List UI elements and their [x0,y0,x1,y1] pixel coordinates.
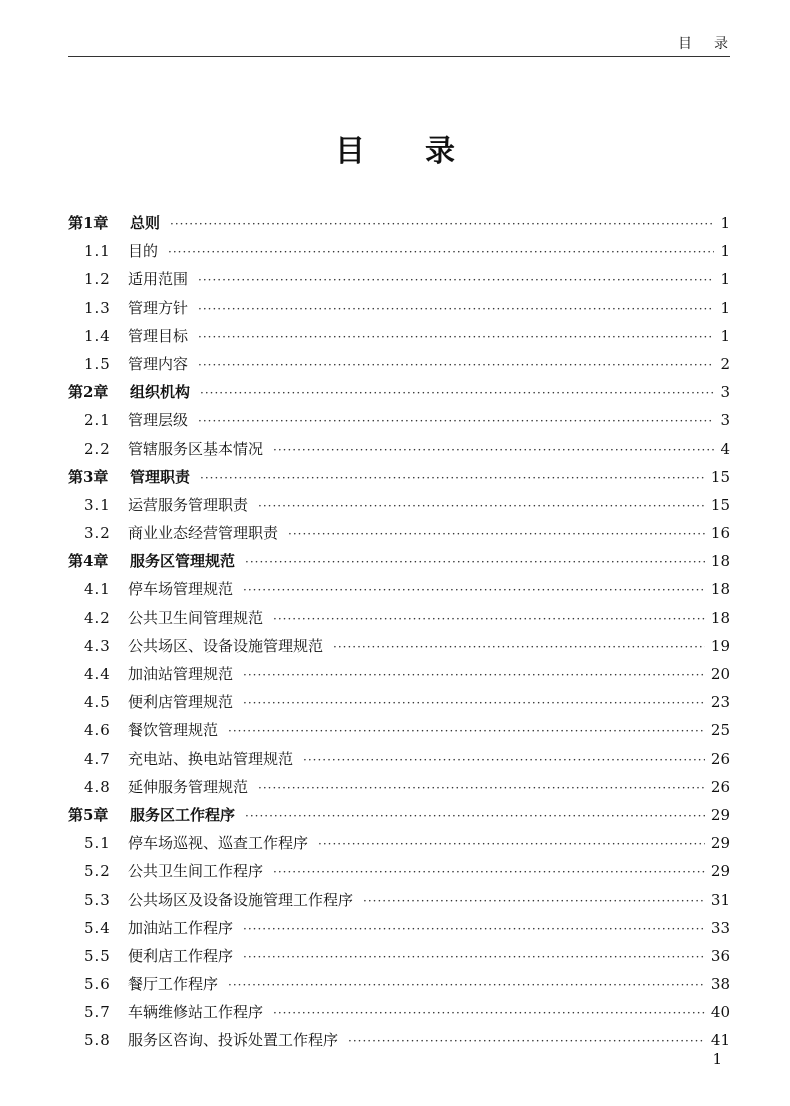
toc-entry-title: 停车场巡视、巡查工作程序 [128,834,309,853]
toc-entry-page: 1 [720,298,730,317]
toc-entry-number: 4.1 [84,580,111,599]
toc-entry-number: 3.1 [84,495,111,514]
toc-entry-number: 5.4 [84,918,111,937]
toc-dot-leader [198,351,714,379]
toc-dot-leader [198,323,714,351]
toc-entry-page: 41 [710,1031,730,1050]
toc-entry-number: 1.5 [84,354,111,373]
toc-section-entry[interactable] [68,914,730,942]
toc-section-entry[interactable] [68,942,730,970]
toc-entry-number: 4.3 [84,636,111,655]
toc-chapter-entry[interactable] [68,547,730,575]
toc-entry-number: 1.1 [84,242,111,261]
toc-dot-leader [198,266,714,294]
toc-entry-title: 服务区咨询、投诉处置工作程序 [128,1031,339,1050]
toc-entry-number: 第3章 [68,467,109,486]
toc-dot-leader [318,830,705,858]
toc-entry-title: 商业业态经营管理职责 [128,524,279,543]
toc-entry-page: 23 [710,693,730,712]
toc-entry-title: 服务区工作程序 [130,805,236,824]
toc-section-entry[interactable] [68,350,730,378]
toc-entry-number: 5.8 [84,1031,111,1050]
toc-dot-leader [228,717,705,745]
toc-entry-title: 餐饮管理规范 [128,721,219,740]
toc-dot-leader [170,210,714,238]
toc-entry-title: 公共场区、设备设施管理规范 [128,636,324,655]
toc-entry-number: 4.6 [84,721,111,740]
toc-dot-leader [273,999,705,1027]
toc-section-entry[interactable] [68,632,730,660]
toc-entry-number: 5.2 [84,862,111,881]
toc-entry-number: 5.7 [84,1003,111,1022]
toc-entry-title: 管理层级 [128,411,189,430]
toc-entry-number: 4.4 [84,665,111,683]
toc-entry-page: 15 [710,495,730,514]
toc-entry-page: 15 [710,467,730,486]
toc-entry-number: 第1章 [68,214,109,232]
toc-entry-number: 1.4 [84,326,111,345]
toc-entry-page: 3 [720,411,730,430]
running-header [68,30,750,57]
toc-section-entry[interactable] [68,519,730,547]
toc-chapter-entry[interactable] [68,378,730,406]
toc-entry-title: 延伸服务管理规范 [128,777,249,796]
toc-entry-page: 29 [710,834,730,853]
toc-section-entry[interactable] [68,604,730,632]
toc-entry-page: 18 [710,580,730,599]
toc-section-entry[interactable] [68,575,730,603]
toc-entry-title: 公共卫生间工作程序 [128,862,264,881]
page-title: 目录 [335,134,515,169]
toc-entry-page: 40 [710,1003,730,1022]
toc-dot-leader [245,548,705,576]
toc-section-entry[interactable] [68,829,730,857]
toc-section-entry[interactable] [68,716,730,744]
toc-entry-number: 3.2 [84,524,111,543]
toc-entry-title: 管理职责 [130,467,191,486]
table-of-contents [68,209,730,1055]
toc-entry-page: 36 [710,946,730,965]
toc-entry-title: 加油站管理规范 [128,665,234,683]
toc-dot-leader [243,576,705,604]
toc-entry-page: 18 [710,552,730,571]
toc-entry-title: 停车场管理规范 [128,580,234,599]
toc-chapter-entry[interactable] [68,209,730,237]
toc-dot-leader [258,774,705,802]
toc-entry-page: 25 [710,721,730,740]
toc-entry-title: 加油站工作程序 [128,918,234,937]
toc-section-entry[interactable] [68,886,730,914]
toc-section-entry[interactable] [68,688,730,716]
toc-entry-title: 公共场区及设备设施管理工作程序 [128,890,354,909]
toc-entry-number: 第4章 [68,552,109,571]
toc-entry-title: 管辖服务区基本情况 [128,439,264,458]
toc-section-entry[interactable] [68,773,730,801]
toc-entry-page: 26 [710,777,730,796]
toc-entry-page: 1 [720,214,730,232]
toc-dot-leader [273,858,705,886]
toc-dot-leader [273,605,705,633]
toc-entry-number: 第5章 [68,805,109,824]
toc-entry-number: 4.5 [84,693,111,712]
toc-entry-title: 车辆维修站工作程序 [128,1003,264,1022]
toc-dot-leader [333,633,705,661]
toc-entry-title: 便利店管理规范 [128,693,234,712]
toc-entry-page: 1 [720,242,730,261]
toc-entry-number: 1.3 [84,298,111,317]
toc-dot-leader [243,943,705,971]
toc-entry-page: 2 [720,354,730,373]
toc-entry-number: 4.8 [84,777,111,796]
toc-entry-title: 管理内容 [128,354,189,373]
toc-entry-title: 服务区管理规范 [130,552,236,571]
toc-dot-leader [228,971,705,999]
toc-section-entry[interactable] [68,237,730,265]
toc-entry-page: 26 [710,749,730,768]
toc-entry-page: 38 [710,975,730,994]
toc-dot-leader [243,661,705,689]
toc-section-entry[interactable] [68,406,730,434]
toc-entry-page: 16 [710,524,730,543]
toc-entry-page: 33 [710,918,730,937]
toc-entry-number: 5.1 [84,834,111,853]
toc-entry-page: 4 [720,439,730,458]
toc-chapter-entry[interactable] [68,801,730,829]
toc-entry-title: 餐厅工作程序 [128,975,219,994]
toc-entry-title: 目的 [128,242,159,261]
toc-entry-page: 20 [710,665,730,683]
toc-section-entry[interactable] [68,435,730,463]
toc-entry-number: 2.1 [84,411,111,430]
toc-dot-leader [303,746,705,774]
toc-entry-page: 29 [710,805,730,824]
toc-entry-title: 便利店工作程序 [128,946,234,965]
toc-dot-leader [245,802,705,830]
toc-dot-leader [258,492,705,520]
toc-entry-title: 总则 [130,214,161,232]
toc-dot-leader [348,1027,705,1055]
toc-dot-leader [243,689,705,717]
toc-entry-page: 31 [710,890,730,909]
toc-entry-title: 公共卫生间管理规范 [128,608,264,627]
toc-dot-leader [363,887,705,915]
toc-dot-leader [168,238,714,266]
toc-dot-leader [198,295,714,323]
toc-entry-page: 19 [710,636,730,655]
toc-entry-page: 1 [720,326,730,345]
toc-section-entry[interactable] [68,660,730,688]
toc-dot-leader [198,407,714,435]
toc-dot-leader [273,436,714,464]
page-number: 1 [712,1050,722,1068]
toc-entry-number: 1.2 [84,270,111,289]
toc-entry-title: 管理目标 [128,326,189,345]
toc-entry-number: 第2章 [68,383,109,402]
toc-entry-title: 充电站、换电站管理规范 [128,749,294,768]
toc-entry-page: 18 [710,608,730,627]
toc-entry-number: 2.2 [84,439,111,458]
toc-entry-title: 适用范围 [128,270,189,289]
toc-entry-page: 29 [710,862,730,881]
toc-entry-title: 组织机构 [130,383,191,402]
toc-dot-leader [200,464,705,492]
toc-entry-number: 5.6 [84,975,111,994]
toc-section-entry[interactable] [68,322,730,350]
toc-entry-number: 4.2 [84,608,111,627]
toc-section-entry[interactable] [68,265,730,293]
toc-section-entry[interactable] [68,294,730,322]
toc-section-entry[interactable] [68,970,730,998]
toc-section-entry[interactable] [68,491,730,519]
toc-entry-title: 运营服务管理职责 [128,495,249,514]
toc-dot-leader [288,520,705,548]
toc-entry-page: 1 [720,270,730,289]
toc-entry-page: 3 [720,383,730,402]
toc-entry-number: 5.3 [84,890,111,909]
toc-section-entry[interactable] [68,745,730,773]
toc-dot-leader [243,915,705,943]
toc-dot-leader [200,379,714,407]
toc-section-entry[interactable] [68,1026,730,1054]
toc-chapter-entry[interactable] [68,463,730,491]
toc-entry-number: 5.5 [84,946,111,965]
toc-section-entry[interactable] [68,998,730,1026]
toc-entry-title: 管理方针 [128,298,189,317]
toc-section-entry[interactable] [68,857,730,885]
running-header-title: 目录 [678,36,750,52]
toc-entry-number: 4.7 [84,749,111,768]
